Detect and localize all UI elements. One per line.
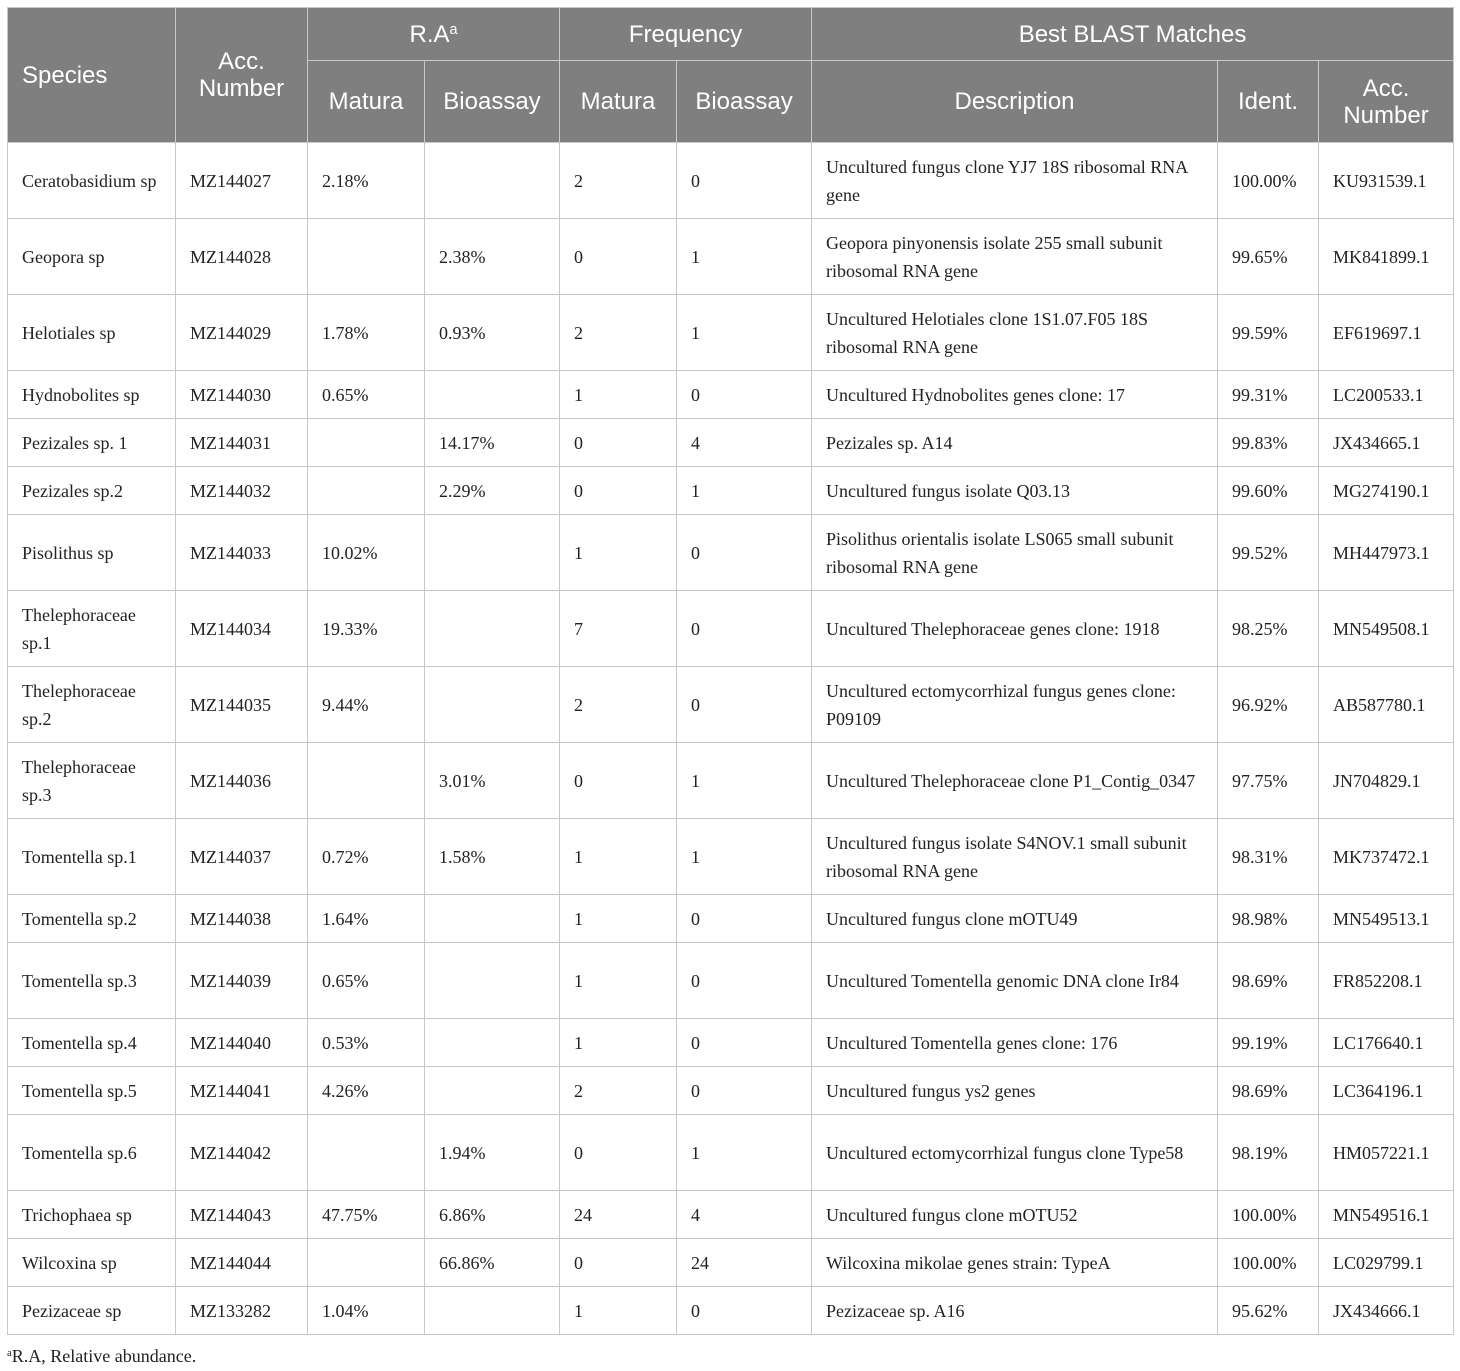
blast-acc-cell: EF619697.1 bbox=[1319, 295, 1454, 371]
species-cell: Ceratobasidium sp bbox=[8, 143, 176, 219]
ident-cell: 100.00% bbox=[1218, 1239, 1319, 1287]
ra-matura-cell bbox=[308, 219, 425, 295]
freq-matura-cell: 1 bbox=[560, 515, 677, 591]
ra-matura-cell: 0.65% bbox=[308, 943, 425, 1019]
freq-bioassay-cell: 0 bbox=[677, 1019, 812, 1067]
ident-cell: 99.52% bbox=[1218, 515, 1319, 591]
ra-matura-cell: 1.04% bbox=[308, 1287, 425, 1335]
freq-matura-cell: 2 bbox=[560, 295, 677, 371]
ident-cell: 98.98% bbox=[1218, 895, 1319, 943]
description-cell: Geopora pinyonensis isolate 255 small subunit ribosomal RNA gene bbox=[812, 219, 1218, 295]
ident-cell: 98.69% bbox=[1218, 943, 1319, 1019]
freq-bioassay-cell: 0 bbox=[677, 1067, 812, 1115]
species-cell: Thelephoraceae sp.3 bbox=[8, 743, 176, 819]
table-row bbox=[8, 1115, 1454, 1191]
freq-matura-cell: 0 bbox=[560, 419, 677, 467]
freq-bioassay-cell: 0 bbox=[677, 895, 812, 943]
ident-cell: 96.92% bbox=[1218, 667, 1319, 743]
ident-cell: 99.59% bbox=[1218, 295, 1319, 371]
ra-bioassay-cell: 6.86% bbox=[425, 1191, 560, 1239]
header-description: Description bbox=[812, 61, 1218, 143]
description-cell: Uncultured fungus isolate Q03.13 bbox=[812, 467, 1218, 515]
freq-matura-cell: 1 bbox=[560, 1287, 677, 1335]
ra-matura-cell: 9.44% bbox=[308, 667, 425, 743]
freq-bioassay-cell: 1 bbox=[677, 819, 812, 895]
ident-cell: 99.60% bbox=[1218, 467, 1319, 515]
blast-acc-cell: LC200533.1 bbox=[1319, 371, 1454, 419]
ra-matura-cell bbox=[308, 467, 425, 515]
freq-bioassay-cell: 0 bbox=[677, 1287, 812, 1335]
ra-bioassay-cell bbox=[425, 667, 560, 743]
header-frequency: Frequency bbox=[560, 8, 812, 61]
freq-bioassay-cell: 1 bbox=[677, 743, 812, 819]
ident-cell: 97.75% bbox=[1218, 743, 1319, 819]
blast-acc-cell: AB587780.1 bbox=[1319, 667, 1454, 743]
table-row bbox=[8, 667, 1454, 743]
ident-cell: 99.19% bbox=[1218, 1019, 1319, 1067]
description-cell: Pisolithus orientalis isolate LS065 small subunit ribosomal RNA gene bbox=[812, 515, 1218, 591]
freq-matura-cell: 0 bbox=[560, 743, 677, 819]
ident-cell: 95.62% bbox=[1218, 1287, 1319, 1335]
header-ra-label: R.A bbox=[409, 20, 450, 48]
header-ident: Ident. bbox=[1218, 61, 1319, 143]
ra-matura-cell: 0.72% bbox=[308, 819, 425, 895]
freq-bioassay-cell: 4 bbox=[677, 1191, 812, 1239]
freq-bioassay-cell: 1 bbox=[677, 295, 812, 371]
header-acc-number: Acc. Number bbox=[176, 8, 308, 143]
ident-cell: 99.65% bbox=[1218, 219, 1319, 295]
description-cell: Uncultured Helotiales clone 1S1.07.F05 18S ribosomal RNA gene bbox=[812, 295, 1218, 371]
blast-acc-cell: MK841899.1 bbox=[1319, 219, 1454, 295]
blast-acc-cell: JX434666.1 bbox=[1319, 1287, 1454, 1335]
table-row bbox=[8, 943, 1454, 1019]
description-cell: Pezizales sp. A14 bbox=[812, 419, 1218, 467]
footnote bbox=[7, 1345, 196, 1367]
ra-matura-cell: 2.18% bbox=[308, 143, 425, 219]
header-ra-sup: a bbox=[449, 21, 458, 38]
freq-bioassay-cell: 24 bbox=[677, 1239, 812, 1287]
species-cell: Geopora sp bbox=[8, 219, 176, 295]
acc-number-cell: MZ144029 bbox=[176, 295, 308, 371]
species-cell: Wilcoxina sp bbox=[8, 1239, 176, 1287]
ident-cell: 98.25% bbox=[1218, 591, 1319, 667]
blast-acc-cell: LC364196.1 bbox=[1319, 1067, 1454, 1115]
freq-matura-cell: 1 bbox=[560, 371, 677, 419]
table-row bbox=[8, 419, 1454, 467]
blast-acc-cell: FR852208.1 bbox=[1319, 943, 1454, 1019]
blast-acc-cell: MH447973.1 bbox=[1319, 515, 1454, 591]
description-cell: Uncultured fungus clone mOTU49 bbox=[812, 895, 1218, 943]
species-cell: Tomentella sp.1 bbox=[8, 819, 176, 895]
species-cell: Pezizales sp. 1 bbox=[8, 419, 176, 467]
table-row bbox=[8, 371, 1454, 419]
footnote-sup: a bbox=[7, 1347, 12, 1360]
table-row bbox=[8, 295, 1454, 371]
ident-cell: 100.00% bbox=[1218, 143, 1319, 219]
freq-matura-cell: 2 bbox=[560, 143, 677, 219]
acc-number-cell: MZ144039 bbox=[176, 943, 308, 1019]
header-blast-acc: Acc. Number bbox=[1319, 61, 1454, 143]
freq-matura-cell: 0 bbox=[560, 467, 677, 515]
ra-bioassay-cell bbox=[425, 143, 560, 219]
ra-bioassay-cell: 1.58% bbox=[425, 819, 560, 895]
freq-matura-cell: 2 bbox=[560, 1067, 677, 1115]
freq-matura-cell: 0 bbox=[560, 1115, 677, 1191]
description-cell: Wilcoxina mikolae genes strain: TypeA bbox=[812, 1239, 1218, 1287]
table-header bbox=[8, 8, 1454, 143]
freq-bioassay-cell: 1 bbox=[677, 1115, 812, 1191]
ident-cell: 98.69% bbox=[1218, 1067, 1319, 1115]
ident-cell: 99.83% bbox=[1218, 419, 1319, 467]
header-best-blast: Best BLAST Matches bbox=[812, 8, 1454, 61]
freq-bioassay-cell: 0 bbox=[677, 371, 812, 419]
freq-matura-cell: 1 bbox=[560, 819, 677, 895]
table-row bbox=[8, 1067, 1454, 1115]
freq-bioassay-cell: 1 bbox=[677, 219, 812, 295]
blast-acc-cell: LC029799.1 bbox=[1319, 1239, 1454, 1287]
species-cell: Tomentella sp.4 bbox=[8, 1019, 176, 1067]
blast-acc-cell: MN549508.1 bbox=[1319, 591, 1454, 667]
acc-number-cell: MZ144043 bbox=[176, 1191, 308, 1239]
ra-bioassay-cell bbox=[425, 1067, 560, 1115]
freq-matura-cell: 7 bbox=[560, 591, 677, 667]
description-cell: Uncultured Thelephoraceae genes clone: 1918 bbox=[812, 591, 1218, 667]
freq-bioassay-cell: 0 bbox=[677, 591, 812, 667]
description-cell: Uncultured Tomentella genomic DNA clone Ir84 bbox=[812, 943, 1218, 1019]
acc-number-cell: MZ144044 bbox=[176, 1239, 308, 1287]
ra-matura-cell bbox=[308, 1239, 425, 1287]
blast-acc-cell: MN549516.1 bbox=[1319, 1191, 1454, 1239]
blast-acc-cell: HM057221.1 bbox=[1319, 1115, 1454, 1191]
acc-number-cell: MZ144038 bbox=[176, 895, 308, 943]
ra-matura-cell: 19.33% bbox=[308, 591, 425, 667]
acc-number-cell: MZ144030 bbox=[176, 371, 308, 419]
ra-bioassay-cell bbox=[425, 1019, 560, 1067]
acc-number-cell: MZ144040 bbox=[176, 1019, 308, 1067]
species-cell: Thelephoraceae sp.1 bbox=[8, 591, 176, 667]
ra-bioassay-cell bbox=[425, 1287, 560, 1335]
acc-number-cell: MZ144032 bbox=[176, 467, 308, 515]
ra-bioassay-cell: 66.86% bbox=[425, 1239, 560, 1287]
table-row bbox=[8, 1239, 1454, 1287]
species-cell: Hydnobolites sp bbox=[8, 371, 176, 419]
freq-matura-cell: 0 bbox=[560, 219, 677, 295]
ident-cell: 100.00% bbox=[1218, 1191, 1319, 1239]
ident-cell: 99.31% bbox=[1218, 371, 1319, 419]
ra-matura-cell bbox=[308, 419, 425, 467]
ra-matura-cell: 0.53% bbox=[308, 1019, 425, 1067]
table-row bbox=[8, 819, 1454, 895]
ra-matura-cell: 47.75% bbox=[308, 1191, 425, 1239]
freq-matura-cell: 2 bbox=[560, 667, 677, 743]
ra-bioassay-cell bbox=[425, 371, 560, 419]
species-cell: Trichophaea sp bbox=[8, 1191, 176, 1239]
description-cell: Uncultured fungus isolate S4NOV.1 small subunit ribosomal RNA gene bbox=[812, 819, 1218, 895]
acc-number-cell: MZ144036 bbox=[176, 743, 308, 819]
species-cell: Pezizaceae sp bbox=[8, 1287, 176, 1335]
ident-cell: 98.31% bbox=[1218, 819, 1319, 895]
species-cell: Tomentella sp.6 bbox=[8, 1115, 176, 1191]
header-ra-bioassay: Bioassay bbox=[425, 61, 560, 143]
freq-bioassay-cell: 0 bbox=[677, 143, 812, 219]
acc-number-cell: MZ144037 bbox=[176, 819, 308, 895]
ra-bioassay-cell bbox=[425, 943, 560, 1019]
table-row bbox=[8, 1191, 1454, 1239]
acc-number-cell: MZ144027 bbox=[176, 143, 308, 219]
header-ra-matura: Matura bbox=[308, 61, 425, 143]
acc-number-cell: MZ133282 bbox=[176, 1287, 308, 1335]
ra-bioassay-cell: 3.01% bbox=[425, 743, 560, 819]
freq-matura-cell: 1 bbox=[560, 895, 677, 943]
table-row bbox=[8, 467, 1454, 515]
acc-number-cell: MZ144031 bbox=[176, 419, 308, 467]
ra-bioassay-cell: 2.38% bbox=[425, 219, 560, 295]
freq-matura-cell: 1 bbox=[560, 943, 677, 1019]
ra-bioassay-cell: 1.94% bbox=[425, 1115, 560, 1191]
species-cell: Tomentella sp.2 bbox=[8, 895, 176, 943]
ra-matura-cell: 1.78% bbox=[308, 295, 425, 371]
description-cell: Uncultured ectomycorrhizal fungus genes clone: P09109 bbox=[812, 667, 1218, 743]
species-cell: Helotiales sp bbox=[8, 295, 176, 371]
ra-matura-cell bbox=[308, 1115, 425, 1191]
header-freq-bioassay: Bioassay bbox=[677, 61, 812, 143]
ra-bioassay-cell bbox=[425, 515, 560, 591]
ra-matura-cell: 0.65% bbox=[308, 371, 425, 419]
ra-matura-cell: 10.02% bbox=[308, 515, 425, 591]
ra-bioassay-cell: 0.93% bbox=[425, 295, 560, 371]
species-cell: Tomentella sp.5 bbox=[8, 1067, 176, 1115]
ra-bioassay-cell bbox=[425, 591, 560, 667]
table-body bbox=[8, 143, 1454, 1335]
ident-cell: 98.19% bbox=[1218, 1115, 1319, 1191]
ra-bioassay-cell: 14.17% bbox=[425, 419, 560, 467]
ra-matura-cell bbox=[308, 743, 425, 819]
description-cell: Pezizaceae sp. A16 bbox=[812, 1287, 1218, 1335]
freq-matura-cell: 1 bbox=[560, 1019, 677, 1067]
table-row bbox=[8, 1287, 1454, 1335]
blast-acc-cell: JN704829.1 bbox=[1319, 743, 1454, 819]
acc-number-cell: MZ144041 bbox=[176, 1067, 308, 1115]
freq-bioassay-cell: 4 bbox=[677, 419, 812, 467]
description-cell: Uncultured fungus clone YJ7 18S ribosomal RNA gene bbox=[812, 143, 1218, 219]
table-row bbox=[8, 895, 1454, 943]
header-species: Species bbox=[8, 8, 176, 143]
blast-acc-cell: KU931539.1 bbox=[1319, 143, 1454, 219]
freq-matura-cell: 24 bbox=[560, 1191, 677, 1239]
species-cell: Thelephoraceae sp.2 bbox=[8, 667, 176, 743]
acc-number-cell: MZ144033 bbox=[176, 515, 308, 591]
freq-bioassay-cell: 0 bbox=[677, 667, 812, 743]
description-cell: Uncultured Tomentella genes clone: 176 bbox=[812, 1019, 1218, 1067]
header-ra bbox=[308, 8, 560, 61]
freq-bioassay-cell: 1 bbox=[677, 467, 812, 515]
freq-bioassay-cell: 0 bbox=[677, 943, 812, 1019]
species-cell: Pezizales sp.2 bbox=[8, 467, 176, 515]
blast-acc-cell: MK737472.1 bbox=[1319, 819, 1454, 895]
acc-number-cell: MZ144028 bbox=[176, 219, 308, 295]
blast-acc-cell: MN549513.1 bbox=[1319, 895, 1454, 943]
blast-acc-cell: LC176640.1 bbox=[1319, 1019, 1454, 1067]
table-row bbox=[8, 1019, 1454, 1067]
description-cell: Uncultured fungus ys2 genes bbox=[812, 1067, 1218, 1115]
description-cell: Uncultured Hydnobolites genes clone: 17 bbox=[812, 371, 1218, 419]
description-cell: Uncultured fungus clone mOTU52 bbox=[812, 1191, 1218, 1239]
acc-number-cell: MZ144042 bbox=[176, 1115, 308, 1191]
description-cell: Uncultured ectomycorrhizal fungus clone Type58 bbox=[812, 1115, 1218, 1191]
ra-bioassay-cell bbox=[425, 895, 560, 943]
table-row bbox=[8, 219, 1454, 295]
blast-acc-cell: JX434665.1 bbox=[1319, 419, 1454, 467]
footnote-text: R.A, Relative abundance. bbox=[11, 1346, 197, 1366]
description-cell: Uncultured Thelephoraceae clone P1_Contig_0347 bbox=[812, 743, 1218, 819]
acc-number-cell: MZ144035 bbox=[176, 667, 308, 743]
blast-acc-cell: MG274190.1 bbox=[1319, 467, 1454, 515]
acc-number-cell: MZ144034 bbox=[176, 591, 308, 667]
table-row bbox=[8, 515, 1454, 591]
ra-bioassay-cell: 2.29% bbox=[425, 467, 560, 515]
table-row bbox=[8, 743, 1454, 819]
species-table bbox=[7, 7, 1454, 1335]
freq-bioassay-cell: 0 bbox=[677, 515, 812, 591]
header-freq-matura: Matura bbox=[560, 61, 677, 143]
table-row bbox=[8, 143, 1454, 219]
table-row bbox=[8, 591, 1454, 667]
species-cell: Pisolithus sp bbox=[8, 515, 176, 591]
freq-matura-cell: 0 bbox=[560, 1239, 677, 1287]
ra-matura-cell: 1.64% bbox=[308, 895, 425, 943]
species-cell: Tomentella sp.3 bbox=[8, 943, 176, 1019]
ra-matura-cell: 4.26% bbox=[308, 1067, 425, 1115]
